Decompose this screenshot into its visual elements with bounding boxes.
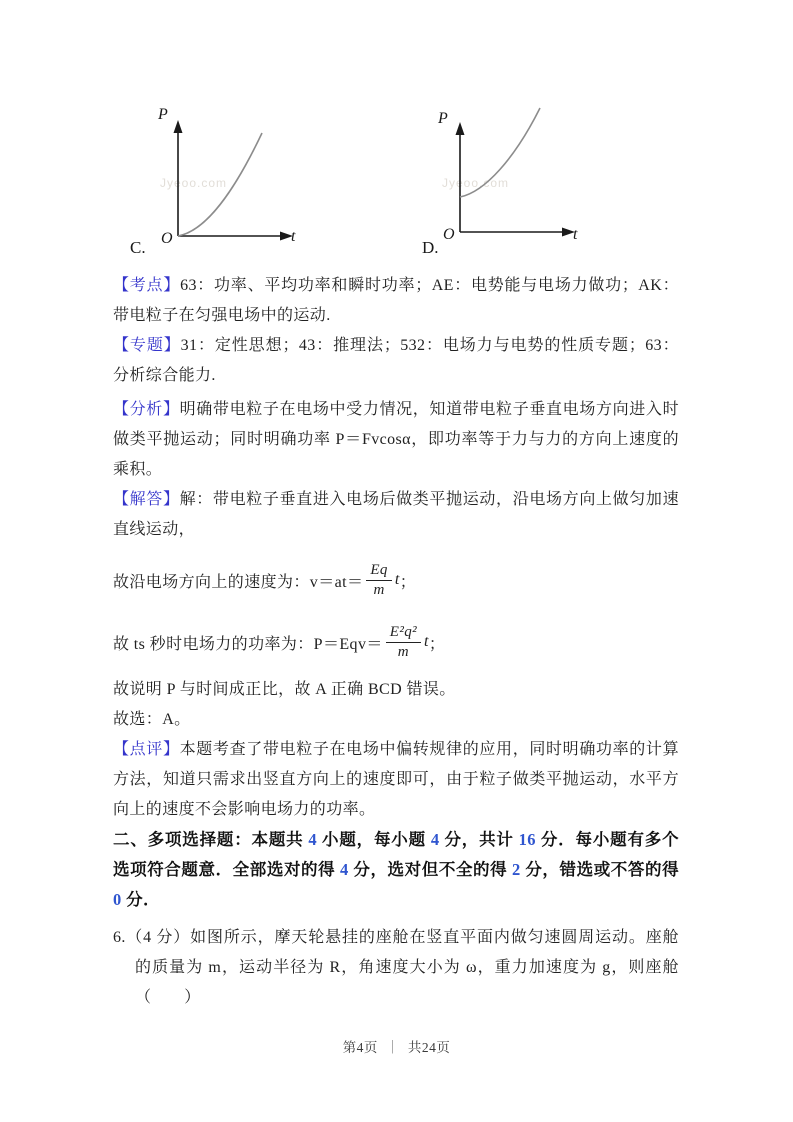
question-6 (113, 923, 679, 1013)
velocity-fraction (366, 561, 391, 599)
power-fraction-numerator: E²q² (386, 623, 421, 643)
velocity-formula-prefix: 故沿电场方向上的速度为：v＝at＝ (113, 573, 364, 591)
velocity-fraction-numerator: Eq (366, 561, 391, 581)
zhuanti-paragraph (113, 331, 679, 391)
jieda-label: 【解答】 (113, 491, 180, 508)
power-formula-prefix: 故 ts 秒时电场力的功率为：P＝Eqv＝ (113, 635, 383, 653)
jieda-paragraph (113, 485, 679, 545)
velocity-fraction-denominator: m (373, 582, 385, 598)
solution-body (113, 271, 679, 1013)
power-fraction-denominator: m (397, 644, 409, 660)
footer-separator: ｜ (385, 1040, 400, 1055)
figure-d-y-arrow-icon (456, 122, 465, 135)
zhuanti-text: 31：定性思想；43：推理法；532：电场力与电势的性质专题；63：分析综合能力. (113, 337, 679, 384)
heading-text-segment: 分．每小题有多个选项符合题意．全部选对的得 (113, 830, 679, 879)
figure-d-origin-label: O (443, 226, 455, 243)
figure-d-x-axis-label: t (573, 226, 578, 243)
fenxi-label: 【分析】 (113, 401, 180, 418)
power-fraction (386, 623, 421, 661)
footer-page-number: 第4页 (342, 1040, 378, 1055)
conclusion-line: 故说明 P 与时间成正比，故 A 正确 BCD 错误。 (113, 681, 456, 698)
heading-text-segment: 分，错选或不答的得 (520, 860, 680, 879)
power-formula-punct: ； (428, 635, 446, 653)
heading-text-segment: 二、多项选择题：本题共 (113, 830, 309, 849)
velocity-formula-variable: t (394, 571, 400, 588)
heading-text-segment: 小题，每小题 (317, 830, 431, 849)
heading-score-number: 16 (518, 830, 536, 849)
power-formula-line (113, 619, 679, 665)
question-6-text: （4 分）如图所示，摩天轮悬挂的座舱在竖直平面内做匀速圆周运动。座舱的质量为 m，运动半径为 R，角速度大小为 ω，重力加速度为 g，则座舱（ ） (125, 929, 679, 1006)
heading-text-segment: 分，选对但不全的得 (348, 860, 512, 879)
figure-c-y-axis-label: P (158, 106, 168, 123)
figure-c-plot (128, 100, 313, 260)
figure-c-y-arrow-icon (174, 120, 183, 133)
velocity-formula-line (113, 557, 679, 603)
heading-text-segment: 分，共计 (439, 830, 519, 849)
heading-score-number: 4 (339, 860, 349, 879)
power-formula-variable: t (424, 633, 429, 650)
dianping-text: 本题考查了带电粒子在电场中偏转规律的应用，同时明确功率的计算方法，知道只需求出竖直方向上的速度即可，由于粒子做类平抛运动，水平方向上的速度不会影响电场力的功率。 (113, 741, 679, 818)
fenxi-paragraph (113, 395, 679, 485)
figure-d-curve (460, 108, 540, 197)
question-6-number: 6. (113, 929, 126, 946)
heading-score-number: 0 (113, 890, 122, 909)
figure-c-x-axis-label: t (291, 228, 296, 245)
figure-c-curve (178, 133, 262, 236)
footer-total-pages: 共24页 (407, 1040, 451, 1055)
answer-line: 故选：A。 (113, 711, 191, 728)
figure-c-origin-label: O (161, 230, 173, 247)
dianping-paragraph (113, 735, 679, 825)
kaodian-paragraph (113, 271, 679, 331)
option-c-label: C. (130, 238, 146, 257)
figure-option-d (420, 78, 600, 260)
fenxi-text: 明确带电粒子在电场中受力情况，知道带电粒子垂直电场方向进入时做类平抛运动；同时明确功率 P＝Fvcosα，即功率等于力与力的方向上速度的乘积。 (113, 401, 679, 478)
heading-text-segment: 分． (121, 890, 160, 909)
kaodian-label: 【考点】 (113, 277, 181, 294)
velocity-formula-punct: ； (399, 573, 417, 591)
heading-score-number: 2 (511, 860, 521, 879)
heading-score-number: 4 (308, 830, 318, 849)
figure-d-y-axis-label: P (438, 110, 448, 127)
jieda-text: 解：带电粒子垂直进入电场后做类平抛运动，沿电场方向上做匀加速直线运动， (113, 491, 679, 538)
page-footer (0, 1036, 793, 1056)
figure-option-c (128, 100, 313, 260)
kaodian-text: 63：功率、平均功率和瞬时功率；AE：电势能与电场力做功；AK：带电粒子在匀强电场中的运动. (113, 277, 679, 324)
option-d-label: D. (422, 238, 439, 257)
heading-score-number: 4 (430, 830, 440, 849)
zhuanti-label: 【专题】 (113, 337, 181, 354)
section-2-heading (113, 825, 679, 915)
dianping-label: 【点评】 (113, 741, 180, 758)
watermark-text: Jyeoo.com (442, 176, 510, 190)
watermark-text: Jyeoo.com (160, 176, 228, 190)
